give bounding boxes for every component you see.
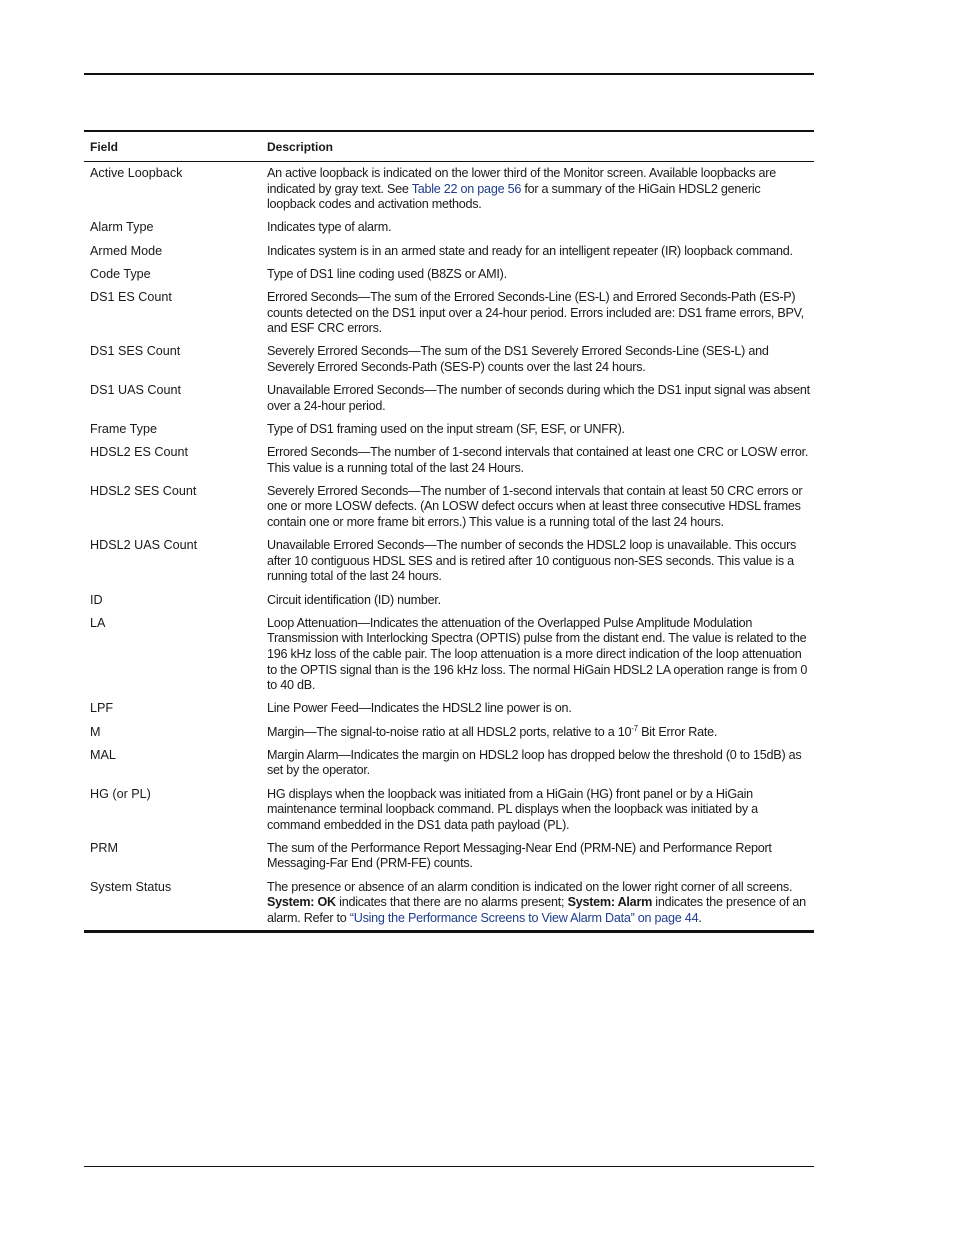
table-row	[84, 593, 814, 609]
desc-text: indicates that there are no alarms present;	[335, 895, 568, 910]
description-cell	[267, 166, 814, 213]
field-cell: Alarm Type	[90, 220, 154, 235]
description-cell	[267, 725, 814, 741]
table-row	[84, 267, 814, 283]
table-row	[84, 344, 814, 375]
field-cell: LA	[90, 615, 106, 630]
description-cell: Line Power Feed—Indicates the HDSL2 line power is on.	[267, 701, 572, 716]
desc-text: .	[698, 910, 702, 925]
table-row	[84, 422, 814, 438]
desc-text: An active loopback is indicated on the lower third of the Monitor screen. Available loopbacks are indicated by gray text. See	[267, 166, 776, 196]
table-row	[84, 880, 814, 927]
description-cell: Severely Errored Seconds—The number of 1-second intervals that contain at least 50 CRC errors or one or more LOSW defects. (An LOSW defect occurs when at least three consecutive HDSL frames contain one or more frame bit errors.) This value is a running total of the last 24 hours.	[267, 483, 803, 530]
description-cell: HG displays when the loopback was initiated from a HiGain (HG) front panel or by a HiGain maintenance terminal loopback command. PL displays when the loopback was initiated by a command embedded in the DS1 data path payload (PL).	[267, 786, 758, 832]
table-row	[84, 841, 814, 872]
field-cell: System Status	[90, 879, 172, 894]
field-cell: DS1 SES Count	[90, 344, 181, 359]
description-cell: Unavailable Errored Seconds—The number of seconds during which the DS1 input signal was absent over a 24-hour period.	[267, 383, 810, 413]
table-22-link[interactable]: Table 22 on page 56	[411, 181, 522, 196]
field-cell: Active Loopback	[90, 166, 183, 180]
table-row	[84, 445, 814, 476]
description-cell: Circuit identification (ID) number.	[267, 592, 441, 607]
field-cell: HDSL2 UAS Count	[90, 538, 198, 553]
field-cell: M	[90, 724, 101, 739]
description-cell: Type of DS1 line coding used (B8ZS or AMI).	[267, 266, 507, 281]
desc-text: Margin—The signal-to-noise ratio at all HDSL2 ports, relative to a 10	[267, 724, 632, 739]
table-row	[84, 244, 814, 260]
description-cell	[267, 880, 814, 927]
description-cell: Margin Alarm—Indicates the margin on HDSL2 loop has dropped below the threshold (0 to 15dB) as set by the operator.	[267, 747, 802, 778]
description-cell: Indicates system is in an armed state and ready for an intelligent repeater (IR) loopback command.	[267, 243, 793, 258]
page-footer-rule	[84, 1166, 814, 1167]
description-cell: Severely Errored Seconds—The sum of the DS1 Severely Errored Seconds-Line (SES-L) and Severely Errored Seconds-Path (SES-P) counts over the last 24 hours.	[267, 344, 769, 374]
field-cell: MAL	[90, 747, 116, 762]
table-row	[84, 220, 814, 236]
field-cell: DS1 UAS Count	[90, 383, 181, 398]
table-row	[84, 701, 814, 717]
table-body	[84, 162, 814, 930]
field-cell: HDSL2 ES Count	[90, 445, 189, 460]
field-cell: PRM	[90, 840, 118, 855]
desc-text: Bit Error Rate.	[637, 724, 718, 739]
table-row	[84, 748, 814, 779]
description-cell: Indicates type of alarm.	[267, 220, 392, 235]
field-cell: HDSL2 SES Count	[90, 483, 197, 498]
table-row	[84, 725, 814, 741]
performance-screens-link[interactable]: “Using the Performance Screens to View Alarm Data” on page 44	[349, 910, 699, 925]
table-row	[84, 538, 814, 585]
page-header-rule	[84, 73, 814, 75]
table-row	[84, 484, 814, 531]
description-cell: Type of DS1 framing used on the input stream (SF, ESF, or UNFR).	[267, 421, 625, 436]
field-cell: ID	[90, 592, 103, 607]
description-cell: Unavailable Errored Seconds—The number of seconds the HDSL2 loop is unavailable. This occurs after 10 contiguous HDSL SES and is retired after 10 contiguous non-SES seconds. This value is a running total of the last 24 hours.	[267, 538, 797, 584]
field-cell: Frame Type	[90, 421, 157, 436]
field-cell: LPF	[90, 701, 114, 716]
desc-text: The presence or absence of an alarm condition is indicated on the lower right corner of all screens.	[267, 879, 793, 894]
field-description-table	[84, 130, 814, 933]
header-description: Description	[267, 139, 334, 154]
desc-text: for a summary of the HiGain HDSL2 generic loopback codes and activation methods.	[267, 181, 761, 212]
description-cell: Errored Seconds—The number of 1-second intervals that contained at least one CRC or LOSW error. This value is a running total of the last 24 Hours.	[267, 445, 809, 475]
table-row	[84, 616, 814, 694]
system-ok-term: System: OK	[267, 895, 336, 910]
exponent: -7	[631, 723, 638, 733]
table-row	[84, 290, 814, 337]
description-cell: Errored Seconds—The sum of the Errored Seconds-Line (ES-L) and Errored Seconds-Path (ES-P) counts detected on the DS1 input over a 24-hour period. Errors included are: DS1 frame errors, BPV, and ESF CRC errors.	[267, 289, 804, 336]
header-field: Field	[90, 139, 119, 154]
field-cell: HG (or PL)	[90, 786, 151, 801]
field-cell: Armed Mode	[90, 243, 163, 258]
system-alarm-term: System: Alarm	[567, 895, 653, 910]
desc-text: indicates the presence of an alarm. Refer to	[267, 895, 806, 925]
description-cell: Loop Attenuation—Indicates the attenuation of the Overlapped Pulse Amplitude Modulation Transmission with Interlocking Spectra (OPTIS) pulse from the distant end. The value is related to the 196 kHz loss of the cable pair. The loop attenuation is a more direct indication of the loop attenuation to the OPTIS signal than is the 196 kHz loss. The normal HiGain HDSL2 LA operation range is from 0 to 40 dB.	[267, 615, 808, 693]
field-cell: Code Type	[90, 266, 151, 281]
description-cell: The sum of the Performance Report Messaging-Near End (PRM-NE) and Performance Report Messaging-Far End (PRM-FE) counts.	[267, 840, 772, 871]
table-row	[84, 166, 814, 213]
table-header-row	[84, 132, 814, 162]
field-cell: DS1 ES Count	[90, 289, 172, 304]
table-row	[84, 383, 814, 414]
table-row	[84, 787, 814, 834]
